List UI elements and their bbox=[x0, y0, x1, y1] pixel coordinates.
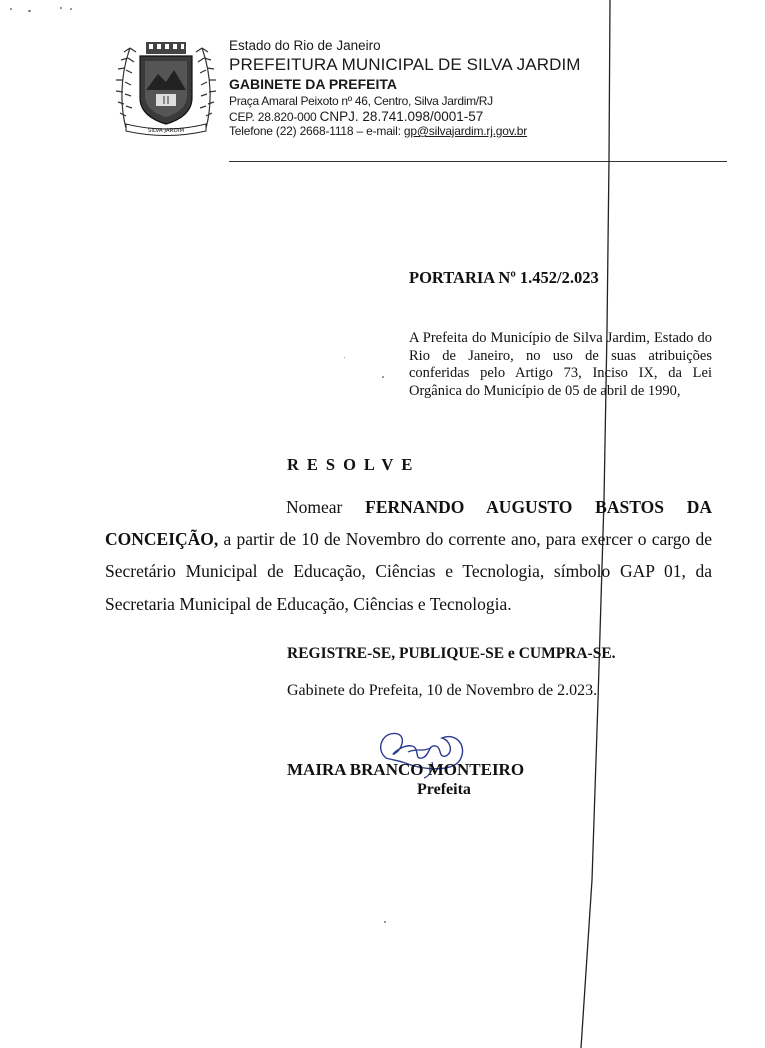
portaria-number: PORTARIA Nº 1.452/2.023 bbox=[409, 268, 599, 287]
scan-speck bbox=[28, 10, 31, 12]
scan-speck bbox=[344, 357, 345, 358]
cep-text: CEP. 28.820-000 bbox=[229, 110, 317, 124]
preamble-paragraph: A Prefeita do Município de Silva Jardim, Estado do Rio de Janeiro, no uso de suas atribuições conferidas pelo Artigo 73, Inciso IX, da Lei Orgânica do Município de 05 de abril de 1990, bbox=[409, 330, 712, 399]
body-rest: a partir de 10 de Novembro do corrente ano, para exercer o cargo de Secretário Municipal de Educação, Ciências e Tecnologia, símbolo GAP 01, da Secretaria Municipal de Educação, Ciências e Tecnologia. bbox=[105, 529, 713, 614]
appointee-name: FERNANDO AUGUSTO BASTOS DA CONCEIÇÃO, bbox=[105, 497, 712, 550]
phone-text: Telefone (22) 2668-1118 – e-mail: bbox=[229, 124, 401, 138]
scan-speck bbox=[10, 8, 12, 10]
scan-speck bbox=[384, 921, 386, 923]
resolve-heading: RESOLVE bbox=[287, 455, 421, 474]
prefeitura-title: PREFEITURA MUNICIPAL DE SILVA JARDIM bbox=[229, 55, 581, 74]
header-divider bbox=[229, 161, 727, 162]
decree-body bbox=[105, 491, 712, 620]
address-line: Praça Amaral Peixoto nº 46, Centro, Silva Jardim/RJ bbox=[229, 94, 493, 108]
svg-text:SILVA JARDIM: SILVA JARDIM bbox=[147, 128, 185, 134]
gabinete-title: GABINETE DA PREFEITA bbox=[229, 76, 398, 92]
email-link[interactable]: gp@silvajardim.rj.gov.br bbox=[403, 124, 528, 138]
body-intro: Nomear bbox=[286, 497, 343, 517]
scan-speck bbox=[70, 8, 72, 10]
scan-speck bbox=[60, 7, 62, 9]
signatory-name: MAIRA BRANCO MONTEIRO bbox=[287, 760, 525, 779]
signatory-title: Prefeita bbox=[417, 781, 471, 798]
scan-speck bbox=[382, 376, 384, 378]
contact-line bbox=[229, 124, 527, 138]
coat-of-arms-logo bbox=[112, 36, 220, 136]
cep-cnpj-line bbox=[229, 109, 483, 124]
date-line: Gabinete do Prefeita, 10 de Novembro de 2.023. bbox=[287, 682, 598, 699]
cnpj-text: CNPJ. 28.741.098/0001-57 bbox=[319, 109, 484, 124]
state-name: Estado do Rio de Janeiro bbox=[229, 38, 381, 53]
registre-line: REGISTRE-SE, PUBLIQUE-SE e CUMPRA-SE. bbox=[287, 645, 616, 662]
